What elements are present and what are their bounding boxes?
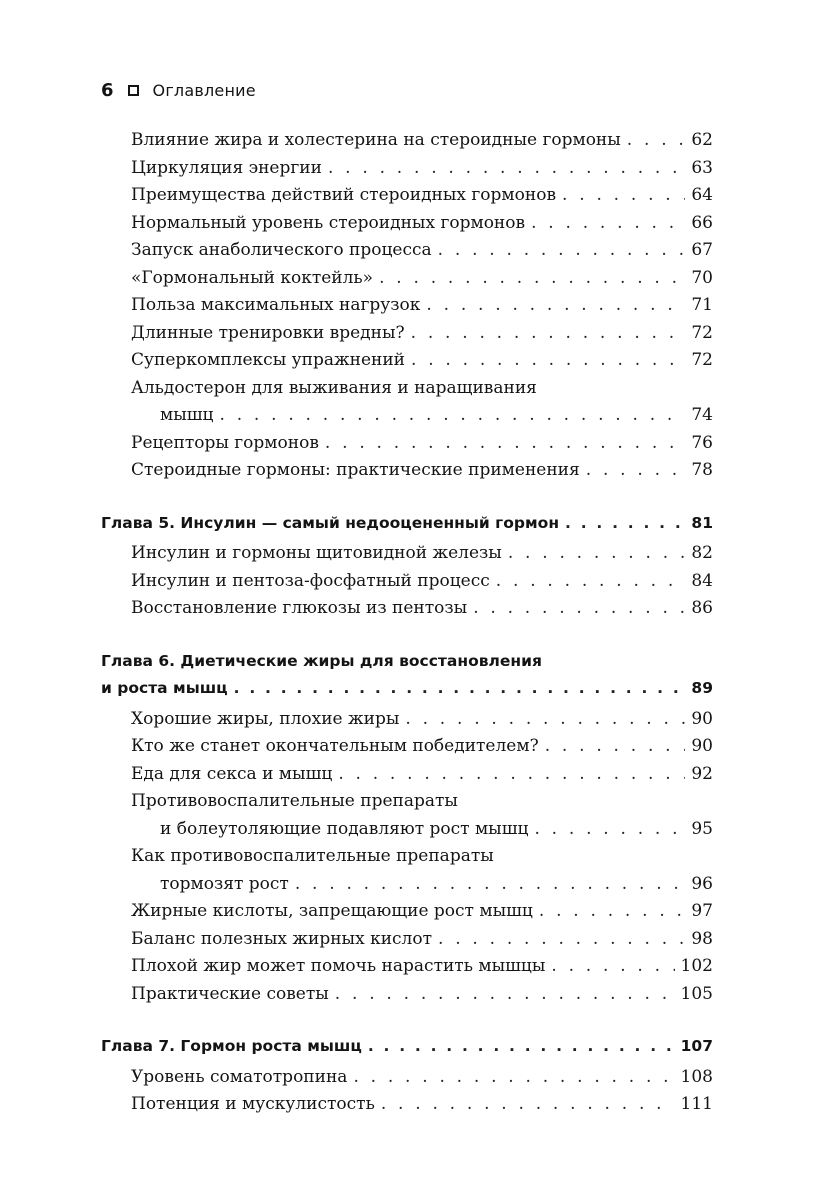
toc-entry-line <box>0 791 713 819</box>
dot-leader <box>411 323 686 343</box>
chapter-title: Глава 6. Диетические жиры для восстановления <box>101 651 542 670</box>
dot-leader <box>328 158 685 178</box>
toc-chapter-line <box>0 514 713 542</box>
toc-chapter-line <box>0 1037 713 1065</box>
dot-leader <box>508 543 686 563</box>
page-ref: 62 <box>691 130 713 150</box>
dot-leader <box>426 295 685 315</box>
page-ref: 108 <box>680 1066 713 1087</box>
dot-leader <box>562 185 685 205</box>
dot-leader <box>338 764 685 784</box>
toc-entry-line <box>0 1094 713 1122</box>
toc-entry-line <box>0 929 713 957</box>
dot-leader <box>551 956 674 976</box>
dot-leader <box>405 709 685 729</box>
entry-title: «Гормональный коктейль» <box>131 267 374 288</box>
page-ref: 105 <box>680 983 713 1004</box>
dot-leader <box>379 268 685 288</box>
dot-leader <box>438 929 685 949</box>
entry-title: Нормальный уровень стероидных гормонов <box>131 212 526 233</box>
running-head <box>101 80 256 101</box>
entry-title: тормозят рост <box>160 873 289 894</box>
entry-title: Кто же станет окончательным победителем? <box>131 736 539 756</box>
toc-entry-line <box>0 598 713 626</box>
page-ref: 96 <box>691 873 713 894</box>
toc-chapter-line <box>0 679 713 707</box>
entry-title: Хорошие жиры, плохие жиры <box>131 708 400 729</box>
entry-title: Преимущества действий стероидных гормонов <box>131 185 557 205</box>
page-ref: 72 <box>691 350 713 370</box>
entry-title: Суперкомплексы упражнений <box>131 350 406 370</box>
page-ref: 86 <box>691 598 713 618</box>
toc-entry-line <box>0 378 713 406</box>
chapter-title: Глава 5. Инсулин — самый недооцененный гормон <box>101 513 560 532</box>
page-ref: 64 <box>691 185 713 205</box>
chapter-title: Глава 7. Гормон роста мышц <box>101 1037 362 1055</box>
toc-entry-line <box>0 571 713 599</box>
entry-title: Запуск анаболического процесса <box>131 240 432 260</box>
toc-entry-line <box>0 956 713 984</box>
running-title: Оглавление <box>152 81 256 100</box>
page-ref: 89 <box>691 679 713 697</box>
toc-entry-line <box>0 350 713 378</box>
toc-entry-line <box>0 185 713 213</box>
dot-leader <box>473 598 685 618</box>
toc-entry-line <box>0 846 713 874</box>
page-ref: 102 <box>680 956 713 976</box>
page-ref: 90 <box>691 736 713 756</box>
entry-title: и болеутоляющие подавляют рост мышц <box>160 818 529 839</box>
entry-title: мышц <box>160 405 214 425</box>
entry-title: Циркуляция энергии <box>131 157 322 178</box>
page-ref: 63 <box>691 157 713 178</box>
entry-title: Восстановление глюкозы из пентозы <box>131 598 468 618</box>
dot-leader <box>411 350 685 370</box>
toc-entry-line <box>0 158 713 186</box>
entry-title: Противовоспалительные препараты <box>131 791 458 811</box>
page-ref: 76 <box>691 432 713 453</box>
toc-entry-line <box>0 268 713 296</box>
dot-leader <box>438 240 686 260</box>
entry-title: Длинные тренировки вредны? <box>131 322 405 343</box>
toc-entry-line <box>0 130 713 158</box>
page-ref: 71 <box>691 295 713 315</box>
page-ref: 84 <box>691 570 713 591</box>
toc-entry-line <box>0 543 713 571</box>
toc-entry-line <box>0 709 713 737</box>
toc-entry-line <box>0 323 713 351</box>
toc-entry-line <box>0 433 713 461</box>
entry-title: Польза максимальных нагрузок <box>131 295 421 315</box>
page-ref: 82 <box>691 543 713 563</box>
page-ref: 95 <box>691 818 713 839</box>
dot-leader <box>534 819 685 839</box>
entry-title: Рецепторы гормонов <box>131 432 319 453</box>
toc-entry-line <box>0 984 713 1012</box>
toc-entry-line <box>0 901 713 929</box>
dot-leader <box>234 679 686 697</box>
entry-title: Уровень соматотропина <box>131 1066 348 1087</box>
dot-leader <box>496 571 686 591</box>
toc-entry-line <box>0 295 713 323</box>
page-ref: 111 <box>680 1094 713 1114</box>
toc-entry-line <box>0 460 713 488</box>
toc-entry-line <box>0 736 713 764</box>
dot-leader <box>220 405 686 425</box>
dot-leader <box>531 213 685 233</box>
entry-title: Еда для секса и мышц <box>131 763 333 784</box>
toc-entry-line <box>0 819 713 847</box>
square-box-icon <box>128 85 139 96</box>
entry-title: Баланс полезных жирных кислот <box>131 928 432 949</box>
entry-title: Альдостерон для выживания и наращивания <box>131 377 537 398</box>
dot-leader <box>335 984 675 1004</box>
page-ref: 67 <box>691 240 713 260</box>
page-number: 6 <box>101 80 114 101</box>
entry-title: Жирные кислоты, запрещающие рост мышц <box>131 901 533 921</box>
dot-leader <box>539 901 686 921</box>
dot-leader <box>565 514 685 532</box>
chapter-title: и роста мышц <box>101 679 228 697</box>
page-ref: 92 <box>691 763 713 784</box>
entry-title: Практические советы <box>131 983 329 1004</box>
dot-leader <box>353 1067 674 1087</box>
page-ref: 74 <box>691 405 713 425</box>
toc-entry-line <box>0 213 713 241</box>
dot-leader <box>295 874 686 894</box>
toc-entry-line <box>0 240 713 268</box>
entry-title: Плохой жир может помочь нарастить мышцы <box>131 956 546 976</box>
entry-title: Влияние жира и холестерина на стероидные гормоны <box>131 130 621 150</box>
dot-leader <box>381 1094 675 1114</box>
entry-title: Как противовоспалительные препараты <box>131 846 494 866</box>
entry-title: Потенция и мускулистость <box>131 1094 375 1114</box>
page-ref: 78 <box>691 460 713 480</box>
toc-entry-line <box>0 1067 713 1095</box>
page-ref: 81 <box>691 513 713 532</box>
page-ref: 98 <box>691 928 713 949</box>
page-ref: 70 <box>691 267 713 288</box>
page-ref: 66 <box>691 212 713 233</box>
toc-entry-line <box>0 405 713 433</box>
dot-leader <box>586 460 686 480</box>
toc-chapter-line <box>0 652 713 680</box>
dot-leader <box>368 1037 675 1055</box>
entry-title: Инсулин и пентоза-фосфатный процесс <box>131 570 490 591</box>
page-ref: 90 <box>691 708 713 729</box>
page-ref: 107 <box>680 1037 713 1055</box>
page-ref: 97 <box>691 901 713 921</box>
entry-title: Стероидные гормоны: практические применения <box>131 460 580 480</box>
toc-entry-line <box>0 764 713 792</box>
dot-leader <box>325 433 685 453</box>
dot-leader <box>627 130 686 150</box>
page-ref: 72 <box>691 322 713 343</box>
toc-entry-line <box>0 874 713 902</box>
entry-title: Инсулин и гормоны щитовидной железы <box>131 543 502 563</box>
dot-leader <box>545 736 686 756</box>
